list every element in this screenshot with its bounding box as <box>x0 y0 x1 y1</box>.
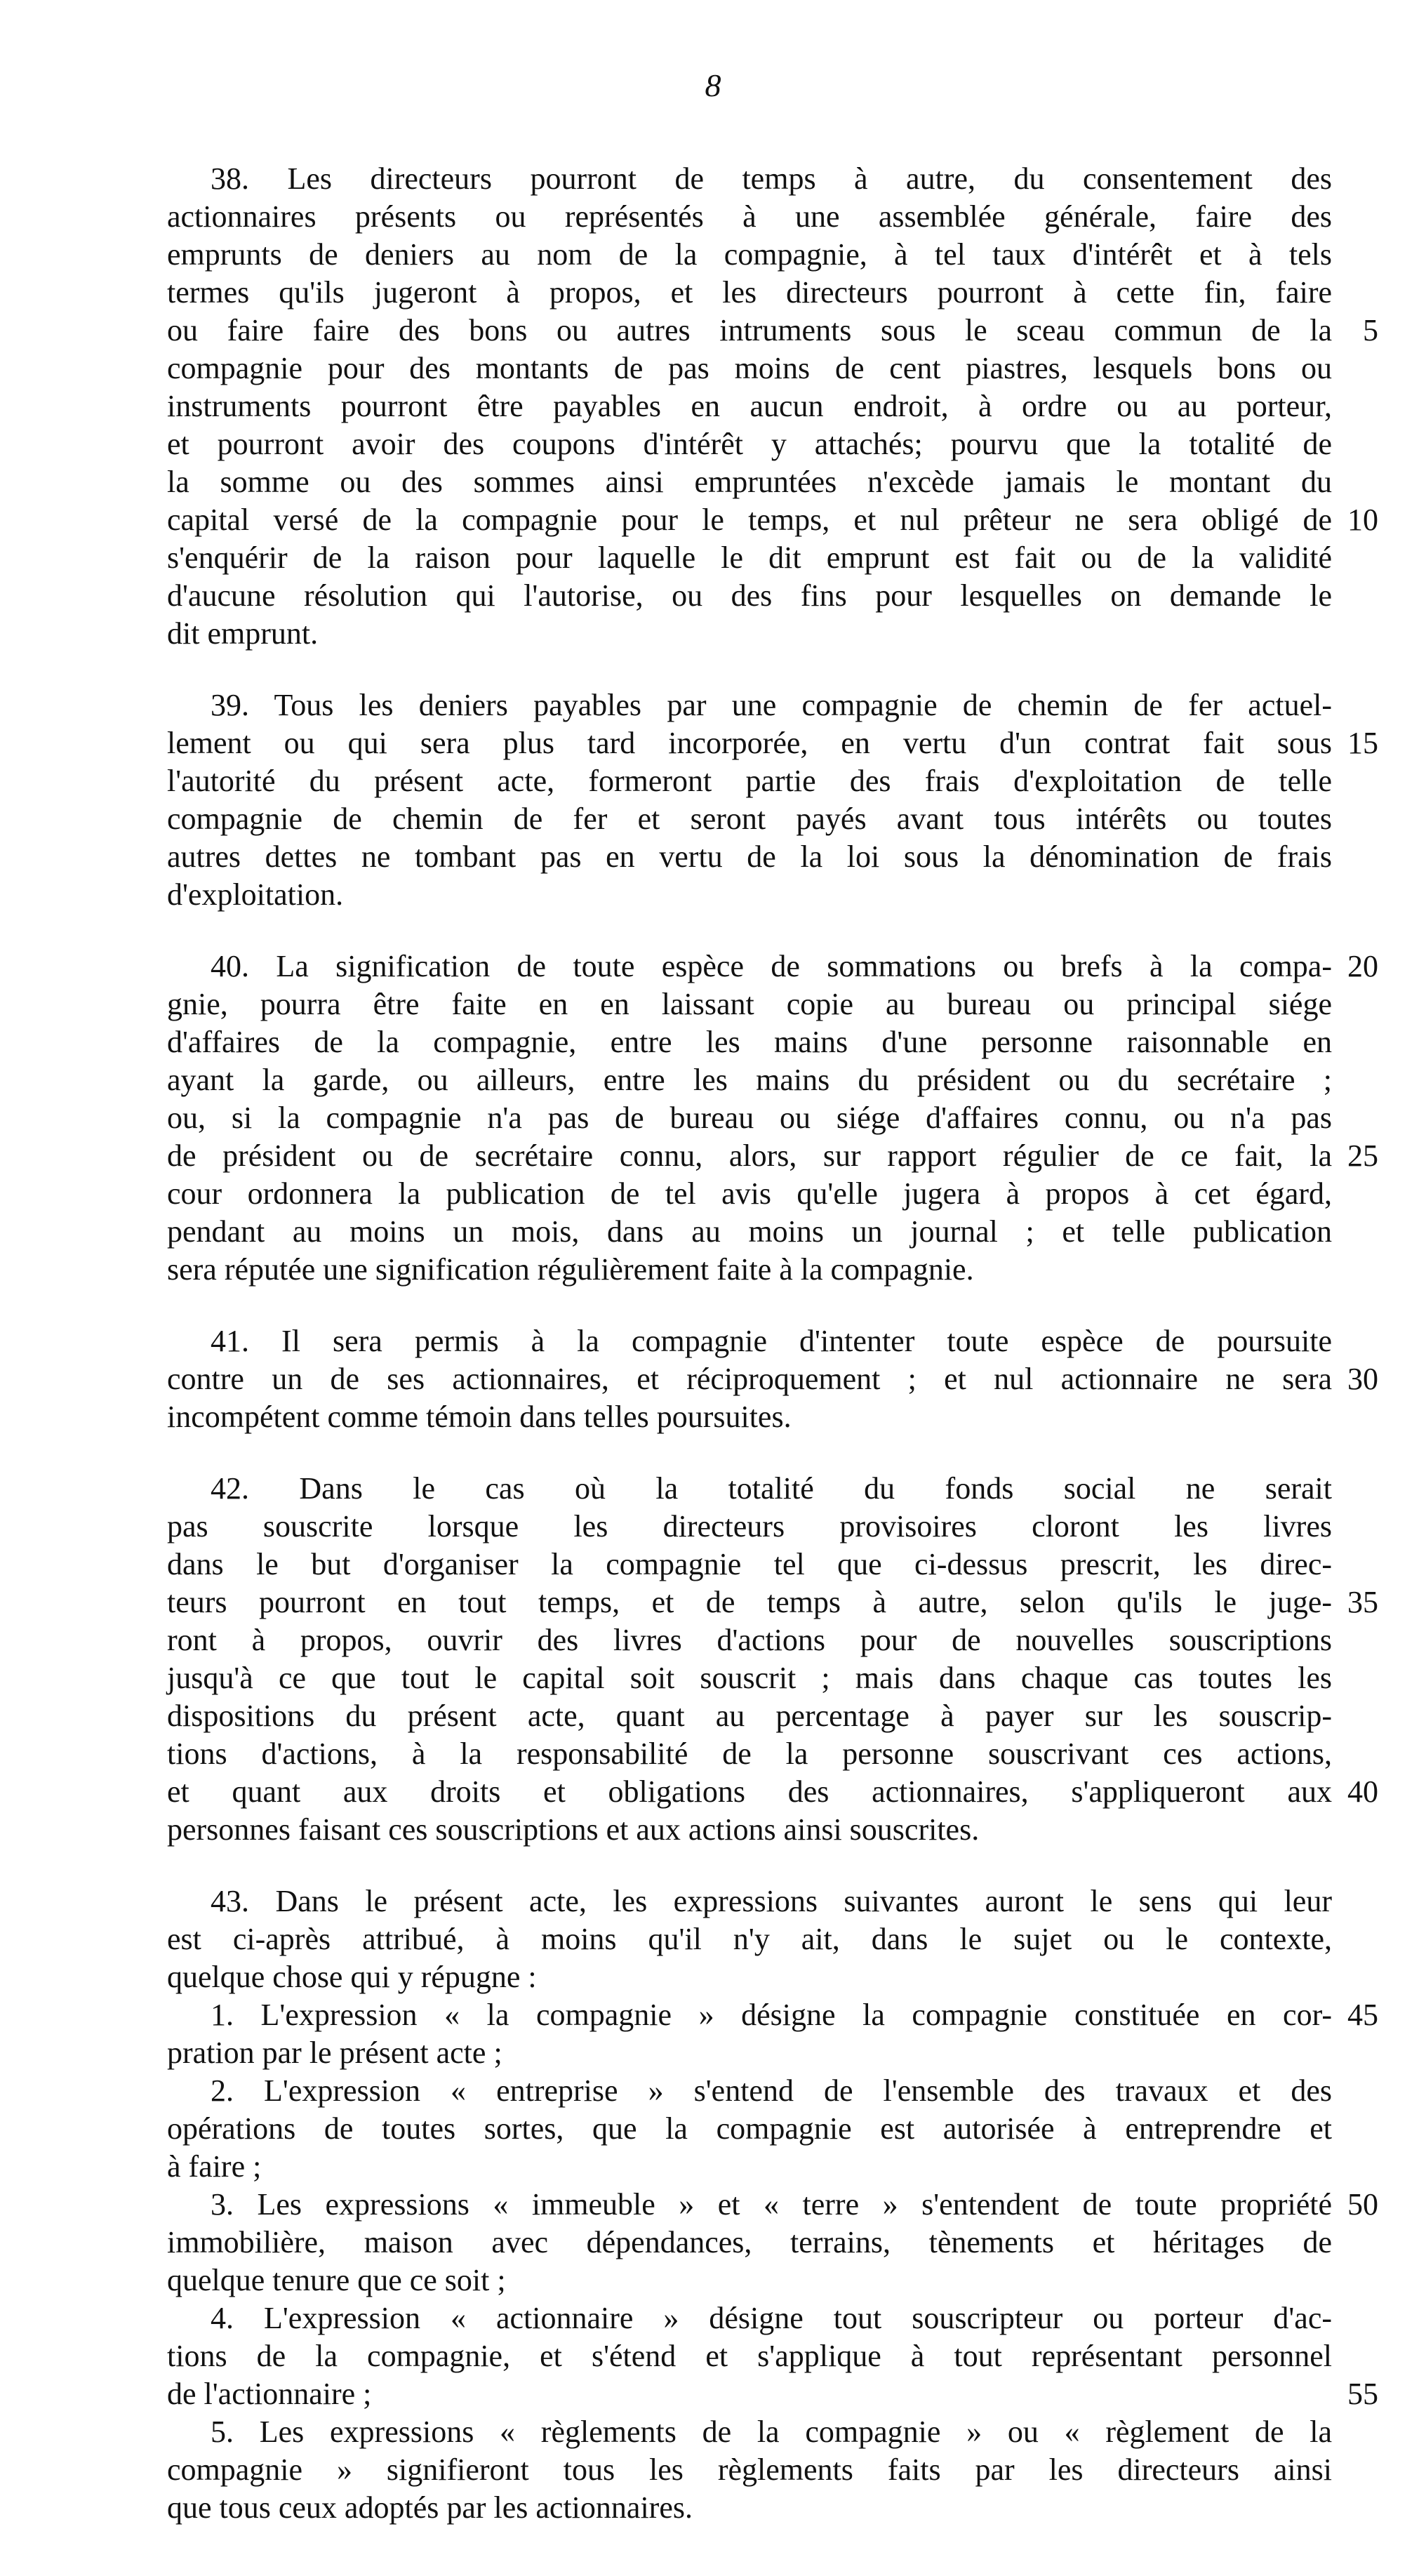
margin-line-number: 50 <box>1347 2187 1378 2222</box>
text-line: est ci-après attribué, à moins qu'il n'y ait, dans le sujet ou le contexte, <box>167 1922 1332 1956</box>
text-line: immobilière, maison avec dépendances, terrains, tènements et héritages de <box>167 2225 1332 2259</box>
text-line: 43. Dans le présent acte, les expressions suivantes auront le sens qui leur <box>211 1884 1332 1918</box>
text-line: dispositions du présent acte, quant au percentage à payer sur les souscrip- <box>167 1699 1332 1733</box>
margin-line-number: 20 <box>1347 949 1378 983</box>
text-line: capital versé de la compagnie pour le temps, et nul prêteur ne sera obligé de <box>167 503 1332 537</box>
text-line: actionnaires présents ou représentés à une assemblée générale, faire des <box>167 199 1332 234</box>
text-line: gnie, pourra être faite en en laissant copie au bureau ou principal siége <box>167 987 1332 1021</box>
text-line: cour ordonnera la publication de tel avis qu'elle jugera à propos à cet égard, <box>167 1176 1332 1211</box>
text-line: quelque chose qui y répugne : <box>167 1960 537 1994</box>
text-line: 2. L'expression « entreprise » s'entend de l'ensemble des travaux et des <box>211 2073 1332 2108</box>
text-line: d'affaires de la compagnie, entre les mains d'une personne raisonnable en <box>167 1025 1332 1059</box>
text-line: tions de la compagnie, et s'étend et s'applique à tout représentant personnel <box>167 2339 1332 2373</box>
text-line: ou faire faire des bons ou autres intruments sous le sceau commun de la <box>167 313 1332 347</box>
text-line: compagnie pour des montants de pas moins de cent piastres, lesquels bons ou <box>167 351 1332 385</box>
text-line: compagnie de chemin de fer et seront payés avant tous intérêts ou toutes <box>167 802 1332 836</box>
text-line: lement ou qui sera plus tard incorporée, en vertu d'un contrat fait sous <box>167 726 1332 760</box>
margin-line-number: 45 <box>1347 1998 1378 2032</box>
text-line: jusqu'à ce que tout le capital soit souscrit ; mais dans chaque cas toutes les <box>167 1661 1332 1695</box>
text-line: tions d'actions, à la responsabilité de la personne souscrivant ces actions, <box>167 1737 1332 1771</box>
text-line: termes qu'ils jugeront à propos, et les directeurs pourront à cette fin, faire <box>167 275 1332 310</box>
margin-line-number: 40 <box>1347 1774 1378 1809</box>
margin-line-number: 25 <box>1347 1138 1378 1173</box>
text-line: d'exploitation. <box>167 877 344 912</box>
text-line: 1. L'expression « la compagnie » désigne la compagnie constituée en cor- <box>211 1998 1332 2032</box>
text-line: ront à propos, ouvrir des livres d'actions pour de nouvelles souscriptions <box>167 1623 1332 1657</box>
text-line: à faire ; <box>167 2149 262 2184</box>
text-line: l'autorité du présent acte, formeront partie des frais d'exploitation de telle <box>167 764 1332 798</box>
text-line: 3. Les expressions « immeuble » et « terre » s'entendent de toute propriété <box>211 2187 1332 2222</box>
text-line: d'aucune résolution qui l'autorise, ou des fins pour lesquelles on demande le <box>167 578 1332 613</box>
margin-line-number: 15 <box>1347 726 1378 760</box>
text-line: pendant au moins un mois, dans au moins un journal ; et telle publication <box>167 1214 1332 1249</box>
text-line: sera réputée une signification régulièrement faite à la compagnie. <box>167 1252 974 1287</box>
text-line: et quant aux droits et obligations des actionnaires, s'appliqueront aux <box>167 1774 1332 1809</box>
text-line: emprunts de deniers au nom de la compagnie, à tel taux d'intérêt et à tels <box>167 237 1332 272</box>
text-line: personnes faisant ces souscriptions et aux actions ainsi souscrites. <box>167 1812 980 1847</box>
text-line: la somme ou des sommes ainsi empruntées n'excède jamais le montant du <box>167 465 1332 499</box>
margin-line-number: 5 <box>1363 313 1378 347</box>
text-line: que tous ceux adoptés par les actionnaires. <box>167 2490 693 2525</box>
margin-line-number: 10 <box>1347 503 1378 537</box>
margin-line-number: 35 <box>1347 1585 1378 1619</box>
text-line: 5. Les expressions « règlements de la compagnie » ou « règlement de la <box>211 2415 1332 2449</box>
text-line: 38. Les directeurs pourront de temps à autre, du consentement des <box>211 161 1332 196</box>
text-line: opérations de toutes sortes, que la compagnie est autorisée à entreprendre et <box>167 2111 1332 2146</box>
text-line: quelque tenure que ce soit ; <box>167 2263 506 2297</box>
text-line: et pourront avoir des coupons d'intérêt y attachés; pourvu que la totalité de <box>167 427 1332 461</box>
text-line: autres dettes ne tombant pas en vertu de la loi sous la dénomination de frais <box>167 839 1332 874</box>
text-line: s'enquérir de la raison pour laquelle le dit emprunt est fait ou de la validité <box>167 540 1332 575</box>
page-number: 8 <box>705 67 721 103</box>
text-line: 40. La signification de toute espèce de sommations ou brefs à la compa- <box>211 949 1332 983</box>
text-line: 42. Dans le cas où la totalité du fonds social ne serait <box>211 1471 1332 1506</box>
text-line: compagnie » signifieront tous les règlements faits par les directeurs ainsi <box>167 2452 1332 2487</box>
text-line: teurs pourront en tout temps, et de temps à autre, selon qu'ils le juge- <box>167 1585 1332 1619</box>
text-line: dit emprunt. <box>167 616 319 651</box>
margin-line-number: 55 <box>1347 2377 1378 2411</box>
text-line: 41. Il sera permis à la compagnie d'intenter toute espèce de poursuite <box>211 1324 1332 1358</box>
margin-line-number: 30 <box>1347 1362 1378 1396</box>
text-line: de président ou de secrétaire connu, alors, sur rapport régulier de ce fait, la <box>167 1138 1332 1173</box>
text-line: 39. Tous les deniers payables par une compagnie de chemin de fer actuel- <box>211 688 1332 722</box>
text-line: instruments pourront être payables en aucun endroit, à ordre ou au porteur, <box>167 389 1332 423</box>
text-line: ou, si la compagnie n'a pas de bureau ou siége d'affaires connu, ou n'a pas <box>167 1101 1332 1135</box>
text-line: contre un de ses actionnaires, et réciproquement ; et nul actionnaire ne sera <box>167 1362 1332 1396</box>
text-line: pas souscrite lorsque les directeurs provisoires cloront les livres <box>167 1509 1332 1543</box>
text-line: dans le but d'organiser la compagnie tel que ci-dessus prescrit, les direc- <box>167 1547 1332 1581</box>
text-line: pration par le présent acte ; <box>167 2036 502 2070</box>
text-line: 4. L'expression « actionnaire » désigne tout souscripteur ou porteur d'ac- <box>211 2301 1332 2335</box>
text-line: incompétent comme témoin dans telles poursuites. <box>167 1400 792 1434</box>
text-line: de l'actionnaire ; <box>167 2377 372 2411</box>
text-line: ayant la garde, ou ailleurs, entre les mains du président ou du secrétaire ; <box>167 1063 1332 1097</box>
